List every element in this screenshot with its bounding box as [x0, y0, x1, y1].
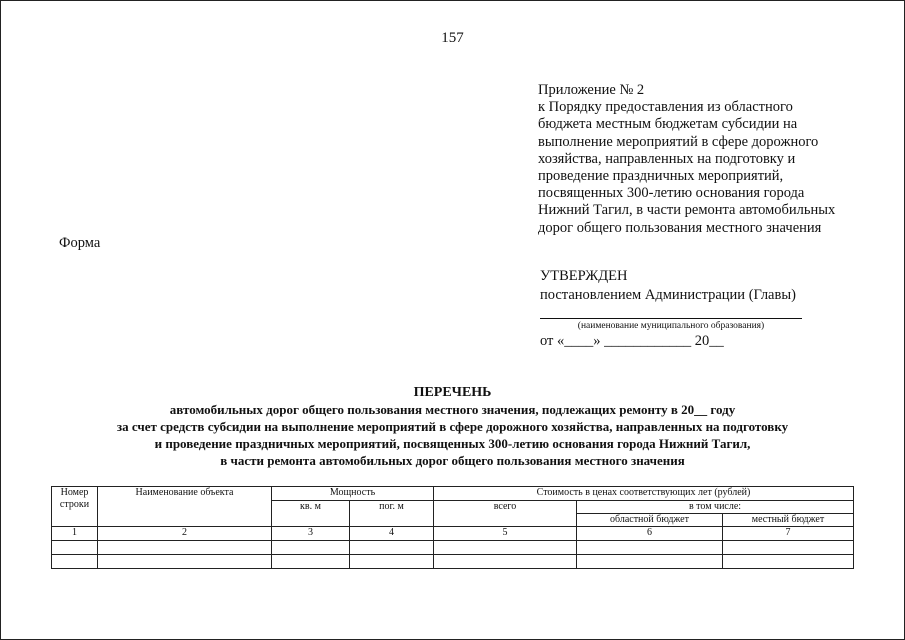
header-regional-budget: областной бюджет — [577, 514, 723, 527]
approval-date: от «____» ____________ 20__ — [540, 333, 724, 349]
column-number: 3 — [272, 527, 350, 541]
appendix-line: Приложение № 2 — [538, 82, 645, 98]
column-number: 4 — [350, 527, 434, 541]
column-number: 1 — [52, 527, 98, 541]
empty-cell — [434, 541, 577, 555]
column-number: 5 — [434, 527, 577, 541]
form-label: Форма — [59, 235, 101, 251]
title-line: автомобильных дорог общего пользования местного значения, подлежащих ремонту в 20__ году — [169, 402, 736, 417]
header-capacity-sqm: кв. м — [272, 501, 350, 527]
title-heading: ПЕРЕЧЕНЬ — [413, 385, 492, 400]
header-object-name: Наименование объекта — [98, 487, 272, 527]
appendix-line: посвященных 300-летию основания города — [538, 185, 805, 202]
title-line: в части ремонта автомобильных дорог общего пользования местного значения — [220, 453, 685, 468]
empty-cell — [272, 541, 350, 555]
empty-cell — [723, 555, 854, 569]
page-number: 157 — [441, 30, 464, 46]
appendix-line: бюджета местным бюджетам субсидии на — [538, 116, 798, 133]
appendix-line: Нижний Тагил, в части ремонта автомобильных — [538, 202, 836, 219]
column-number: 2 — [98, 527, 272, 541]
column-number: 7 — [723, 527, 854, 541]
header-cost: Стоимость в ценах соответствующих лет (рублей) — [434, 487, 854, 501]
empty-cell — [577, 555, 723, 569]
appendix-block — [538, 82, 835, 237]
approval-block — [540, 267, 796, 305]
header-local-budget: местный бюджет — [723, 514, 854, 527]
appendix-line: выполнение мероприятий в сфере дорожного — [538, 133, 819, 150]
table-row — [52, 555, 854, 569]
table-row — [52, 541, 854, 555]
header-capacity: Мощность — [272, 487, 434, 501]
empty-cell — [98, 541, 272, 555]
roads-list-table — [51, 486, 854, 569]
header-capacity-lm: пог. м — [350, 501, 434, 527]
empty-cell — [350, 541, 434, 555]
appendix-line: дорог общего пользования местного значения — [538, 219, 822, 236]
document-title — [0, 384, 905, 469]
empty-cell — [577, 541, 723, 555]
title-line: и проведение праздничных мероприятий, посвященных 300-летию основания города Нижний Тагил, — [154, 436, 751, 451]
approval-by: постановлением Администрации (Главы) — [540, 287, 796, 303]
appendix-line: к Порядку предоставления из областного — [538, 99, 793, 116]
title-line: за счет средств субсидии на выполнение мероприятий в сфере дорожного хозяйства, направленных на подготовку — [116, 419, 789, 434]
empty-cell — [98, 555, 272, 569]
approval-title: УТВЕРЖДЕН — [540, 268, 628, 284]
empty-cell — [723, 541, 854, 555]
header-including: в том числе: — [577, 501, 854, 514]
empty-cell — [350, 555, 434, 569]
municipality-name-hint: (наименование муниципального образования) — [577, 321, 765, 331]
appendix-line: проведение праздничных мероприятий, — [538, 168, 784, 185]
empty-cell — [434, 555, 577, 569]
column-number: 6 — [577, 527, 723, 541]
municipality-name-line — [540, 318, 802, 319]
appendix-line: хозяйства, направленных на подготовку и — [538, 150, 796, 167]
header-row-number: Номер строки — [52, 487, 98, 527]
empty-cell — [52, 555, 98, 569]
header-total: всего — [434, 501, 577, 527]
empty-cell — [272, 555, 350, 569]
empty-cell — [52, 541, 98, 555]
